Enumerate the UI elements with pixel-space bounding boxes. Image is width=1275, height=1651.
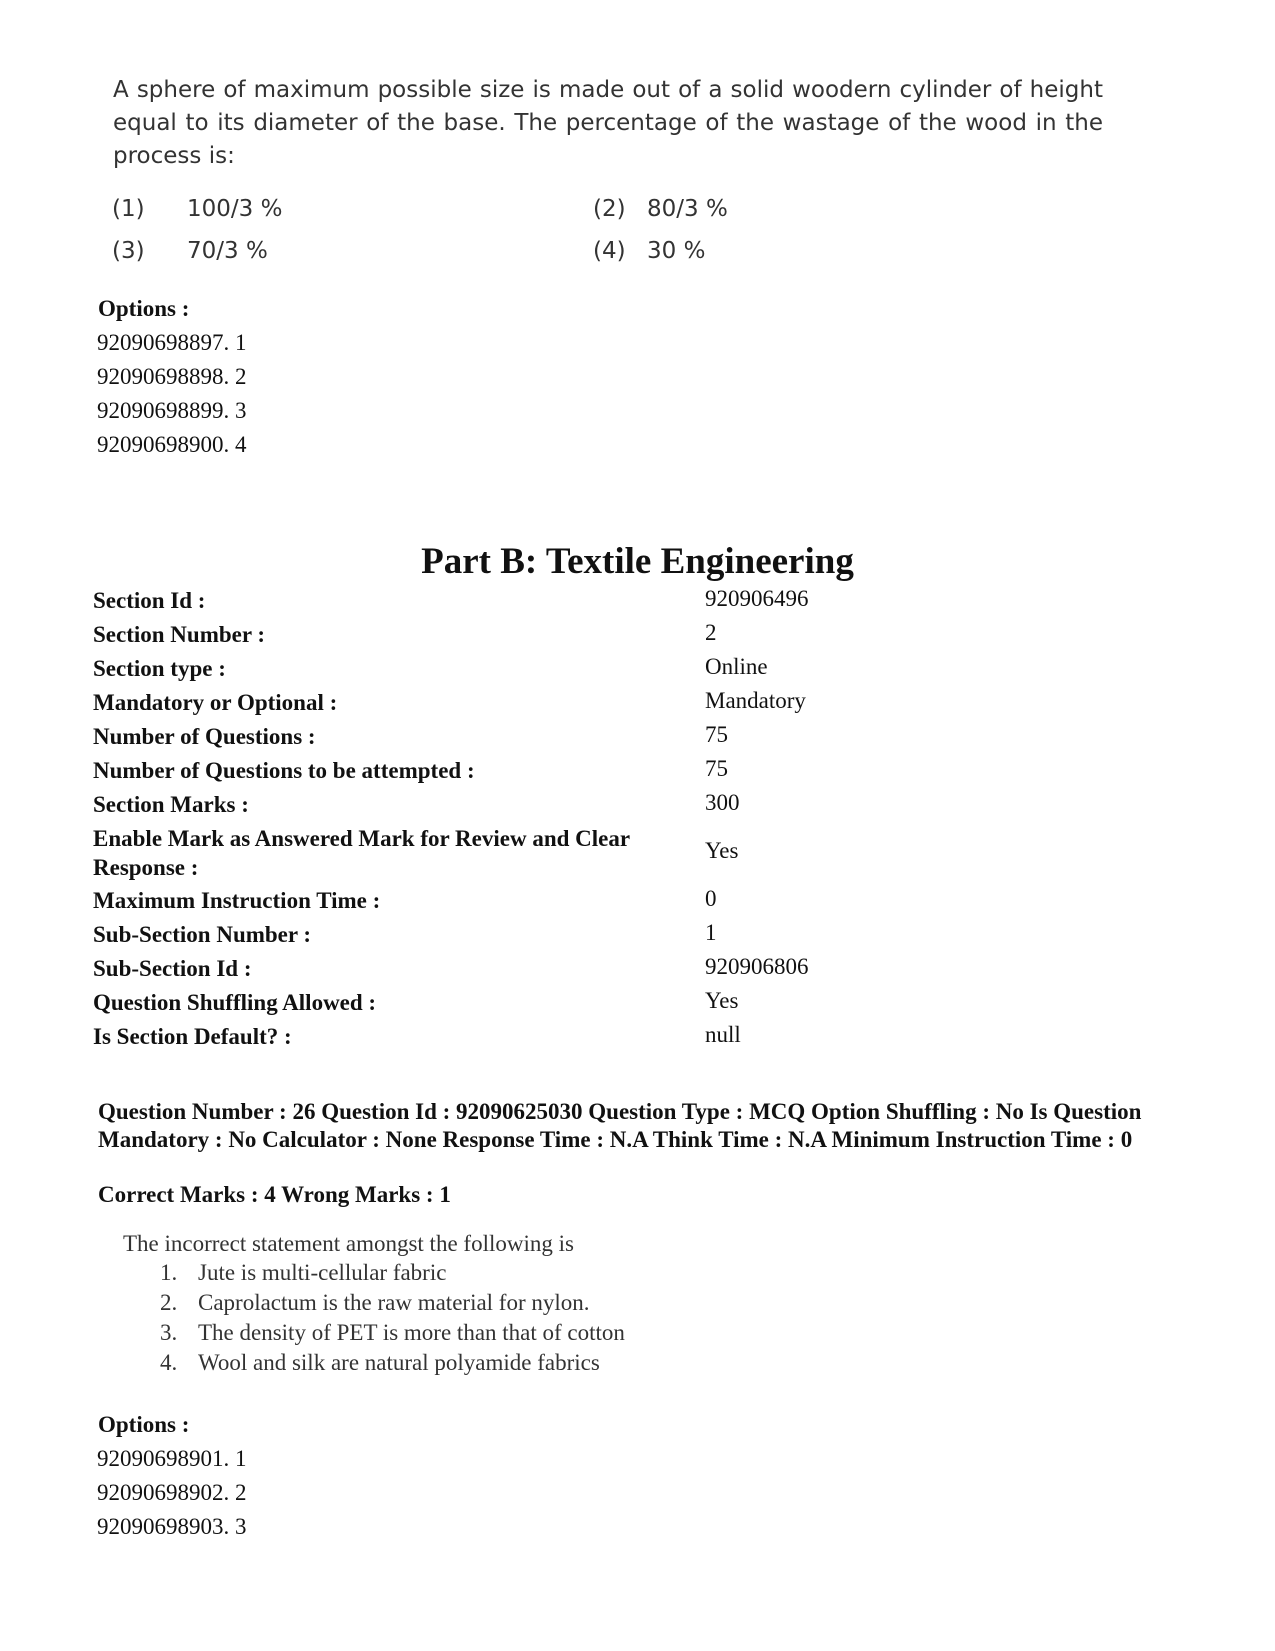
section-value: Yes [705,988,739,1013]
option-item: 92090698900. 4 [97,432,247,457]
question-text: A sphere of maximum possible size is made out of a solid woodern cylinder of height equal to its diameter of the base. The percentage of the wastage of the wood in the process is: [113,77,1103,169]
choice-number: (2) [593,196,626,222]
section-label: Section Number : [93,622,266,647]
options-list [97,326,247,462]
options-heading: Options : [98,1412,190,1437]
section-label: Question Shuffling Allowed : [93,990,377,1015]
option-item: 92090698898. 2 [97,364,247,389]
choice-number: (3) [112,238,145,264]
question-stem: The incorrect statement amongst the following is [123,1231,574,1256]
statement-number: 1. [160,1260,178,1285]
choice-2 [593,196,728,222]
choice-value: 30 % [647,238,706,264]
choice-4 [593,238,705,264]
choice-3 [112,238,268,264]
statement-item [160,1318,625,1348]
option-item: 92090698903. 3 [97,1514,247,1539]
section-value: 920906496 [705,586,809,611]
section-label: Enable Mark as Answered Mark for Review and Clear Response : [93,826,630,880]
section-label: Maximum Instruction Time : [93,888,381,913]
options-list [97,1442,247,1544]
question-marks: Correct Marks : 4 Wrong Marks : 1 [98,1182,451,1207]
section-label: Sub-Section Number : [93,922,312,947]
section-label: Section Marks : [93,792,249,817]
section-label: Mandatory or Optional : [93,690,338,715]
statement-text: The density of PET is more than that of cotton [198,1320,625,1345]
statement-number: 2. [160,1290,178,1315]
statement-item [160,1348,625,1378]
section-value: Mandatory [705,688,806,713]
section-value: 300 [705,790,740,815]
section-value: 75 [705,722,728,747]
statement-item [160,1258,625,1288]
choice-value: 80/3 % [647,196,728,222]
section-value: null [705,1022,741,1047]
section-label: Section type : [93,656,226,681]
section-label: Is Section Default? : [93,1024,292,1049]
choice-1 [112,196,282,222]
section-label: Section Id : [93,588,206,613]
statement-text: Wool and silk are natural polyamide fabrics [198,1350,600,1375]
option-item: 92090698902. 2 [97,1480,247,1505]
section-value: 0 [705,886,717,911]
section-value: Online [705,654,768,679]
section-label: Number of Questions to be attempted : [93,758,475,783]
section-value: 2 [705,620,717,645]
choice-number: (4) [593,238,626,264]
part-title: Part B: Textile Engineering [421,541,854,582]
choice-value: 100/3 % [187,196,283,222]
statement-number: 4. [160,1350,178,1375]
section-value: 75 [705,756,728,781]
section-label: Sub-Section Id : [93,956,252,981]
question-meta: Question Number : 26 Question Id : 92090625030 Question Type : MCQ Option Shuffling : No Is Question Mandatory : No Calculator : None Response Time : N.A Think Time : N.A Minimum Instruction Time : 0 [98,1099,1142,1152]
section-value: Yes [705,838,739,863]
option-item: 92090698897. 1 [97,330,247,355]
section-value: 920906806 [705,954,809,979]
statement-text: Caprolactum is the raw material for nylon. [198,1290,590,1315]
statement-number: 3. [160,1320,178,1345]
statement-item [160,1288,625,1318]
options-heading: Options : [98,296,190,321]
option-item: 92090698901. 1 [97,1446,247,1471]
choice-value: 70/3 % [187,238,268,264]
option-item: 92090698899. 3 [97,398,247,423]
choice-number: (1) [112,196,145,222]
statement-text: Jute is multi-cellular fabric [198,1260,447,1285]
section-label: Number of Questions : [93,724,316,749]
section-value: 1 [705,920,717,945]
statement-list [160,1258,625,1378]
